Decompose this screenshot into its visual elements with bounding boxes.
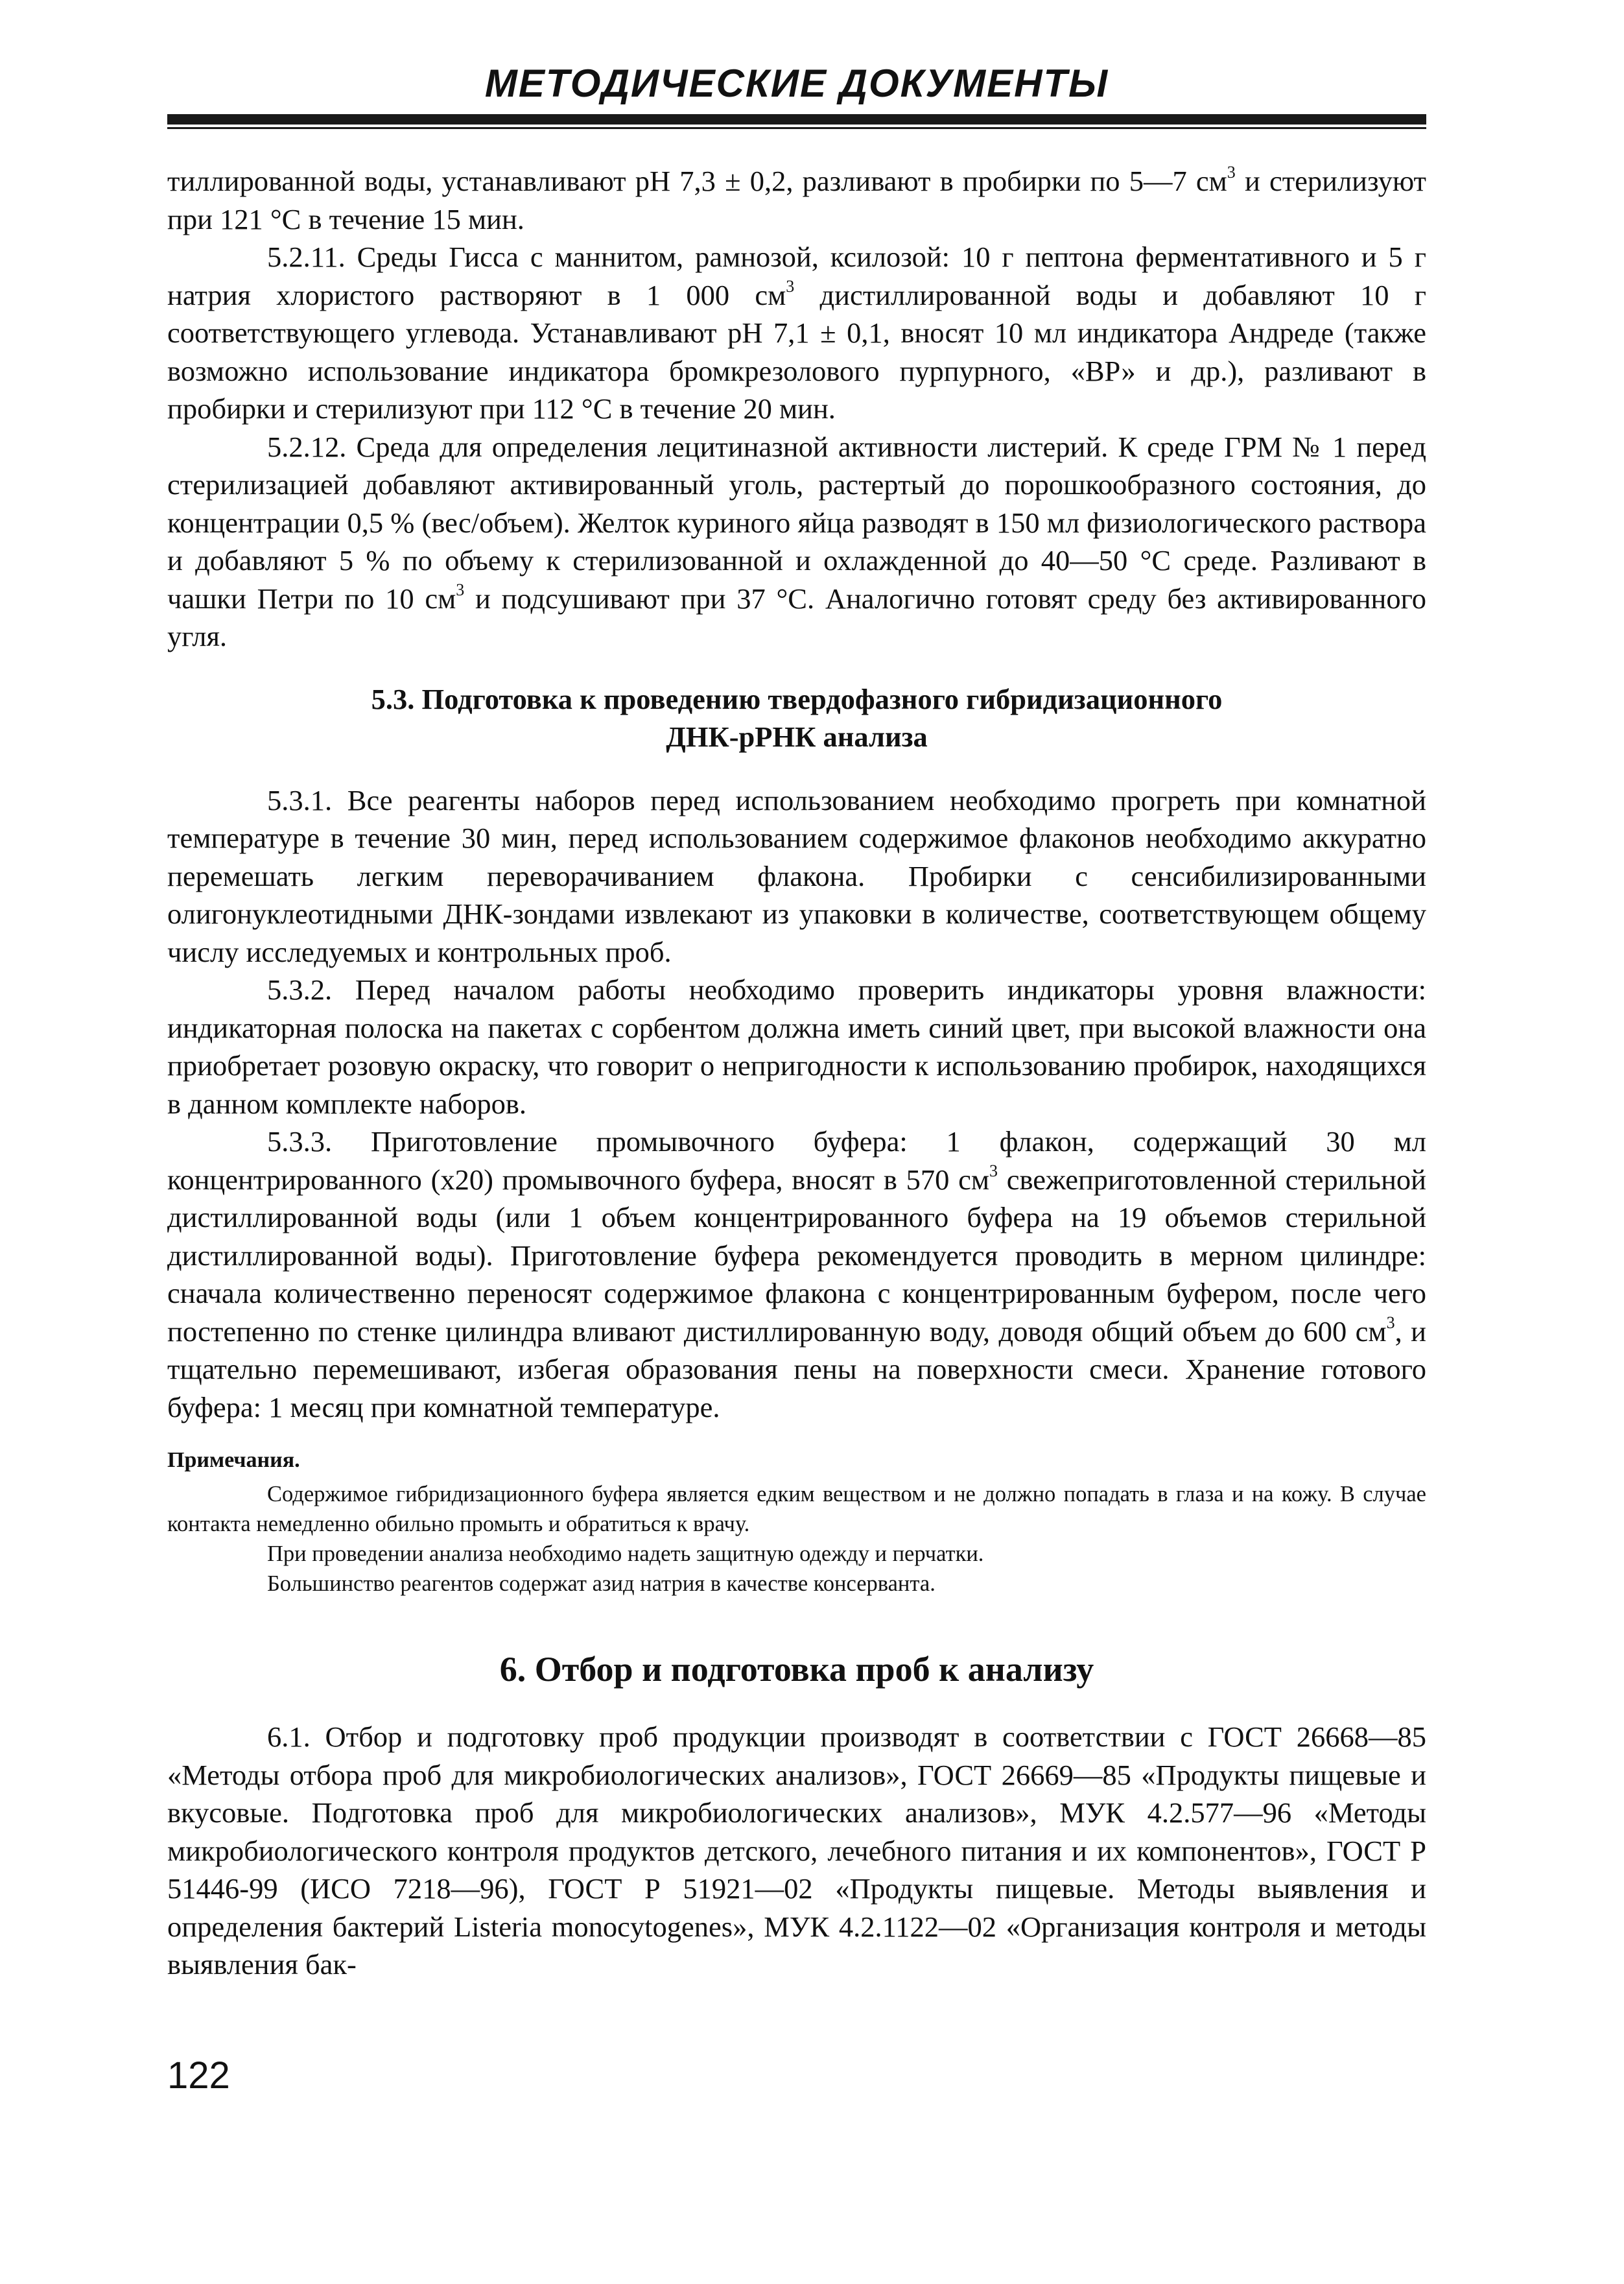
note-1: Содержимое гибридизационного буфера является едким веществом и не должно попадать в глаза и на кожу. В случае контакта немедленно обильно промыть и обратиться к врачу. [167, 1482, 1426, 1536]
section-title-line-1: 5.3. Подготовка к проведению твердофазного гибридизационного [371, 682, 1223, 715]
paragraph-5-2-12: 5.2.12. Среда для определения лецитиназной активности листерий. К среде ГРМ № 1 перед стерилизацией добавляют активированный уголь, растертый до порошкообразного состояния, до концентрации 0,5 % (вес/объем). Желток куриного яйца разводят в 150 мл физиологического раствора и добавляют 5 % по объему к стерилизованной и охлажденной до 40—50 °С среде. Разливают в чашки Петри по 10 $см^3$ и подсушивают при 37 °С. Аналогично готовят среду без активированного угля. [167, 430, 1427, 652]
section-title-line-2: ДНК-рРНК анализа [666, 720, 928, 753]
section-title-5-3 [167, 680, 1426, 755]
note-2: При проведении анализа необходимо надеть защитную одежду и перчатки. [267, 1541, 984, 1566]
paragraph-5-3-3: 5.3.3. Приготовление промывочного буфера: 1 флакон, содержащий 30 мл концентрированного (х20) промывочного буфера, вносят в 570 $см^3$ свежеприготовленной стерильной дистиллированной воды (или 1 объем концентрированного буфера на 19 объемов стерильной дистиллированной воды). Приготовление буфера рекомендуется проводить в мерном цилиндре: сначала количественно переносят содержимое флакона с концентрированным буфером, после чего постепенно по стенке цилиндра вливают дистиллированную воду, доводя общий объем до 600 $см^3$, и тщательно перемешивают, избегая образования пены на поверхности смеси. Хранение готового буфера: 1 месяц при комнатной температуре. [167, 1125, 1426, 1423]
paragraph-5-3-2: 5.3.2. Перед началом работы необходимо проверить индикаторы уровня влажности: индикаторная полоска на пакетах с сорбентом должна иметь синий цвет, при высокой влажности она приобретает розовую окраску, что говорит о непригодности к использованию пробирок, находящихся в данном комплекте наборов. [167, 973, 1426, 1120]
notes-heading: Примечания. [167, 1448, 300, 1472]
header-rule-thick [167, 114, 1426, 125]
chapter-title-6: 6. Отбор и подготовка проб к анализу [499, 1650, 1094, 1689]
header-rule-thin [167, 127, 1426, 129]
paragraph-5-2-11: 5.2.11. Среды Гисса с маннитом, рамнозой, ксилозой: 10 г пептона ферментативного и 5 г натрия хлористого растворяют в 1 000 $см^3$ дистиллированной воды и добавляют 10 г соответствующего углевода. Устанавливают pH 7,1 ± 0,1, вносят 10 мл индикатора Андреде (также возможно использование индикатора бромкрезолового пурпурного, «ВР» и др.), разливают в пробирки и стерилизуют при 112 °С в течение 20 мин. [167, 241, 1426, 425]
note-3: Большинство реагентов содержат азид натрия в качестве консерванта. [267, 1571, 936, 1596]
running-header: МЕТОДИЧЕСКИЕ ДОКУМЕНТЫ [484, 62, 1109, 105]
page-number: 122 [167, 2054, 230, 2097]
paragraph-5-3-1: 5.3.1. Все реагенты наборов перед использованием необходимо прогреть при комнатной температуре в течение 30 мин, перед использованием содержимое флаконов необходимо аккуратно перемешать легким переворачиванием флакона. Пробирки с сенсибилизированными олигонуклеотидными ДНК-зондами извлекают из упаковки в количестве, соответствующем общему числу исследуемых и контрольных проб. [167, 783, 1426, 968]
paragraph-continued: тиллированной воды, устанавливают pH 7,3 ± 0,2, разливают в пробирки по 5—7 $см^3$ и стерилизуют при 121 °С в течение 15 мин. [167, 163, 1426, 235]
page-body [167, 162, 1426, 1984]
paragraph-6-1: 6.1. Отбор и подготовку проб продукции производят в соответствии с ГОСТ 26668—85 «Методы отбора проб для микробиологических анализов», ГОСТ 26669—85 «Продукты пищевые и вкусовые. Подготовка проб для микробиологических анализов», МУК 4.2.577—96 «Методы микробиологического контроля продуктов детского, лечебного питания и их компонентов», ГОСТ Р 51446-99 (ИСО 7218—96), ГОСТ Р 51921—02 «Продукты пищевые. Методы выявления и определения бактерий Listeria monocytogenes», МУК 4.2.1122—02 «Организация контроля и методы выявления бак- [167, 1720, 1426, 1981]
